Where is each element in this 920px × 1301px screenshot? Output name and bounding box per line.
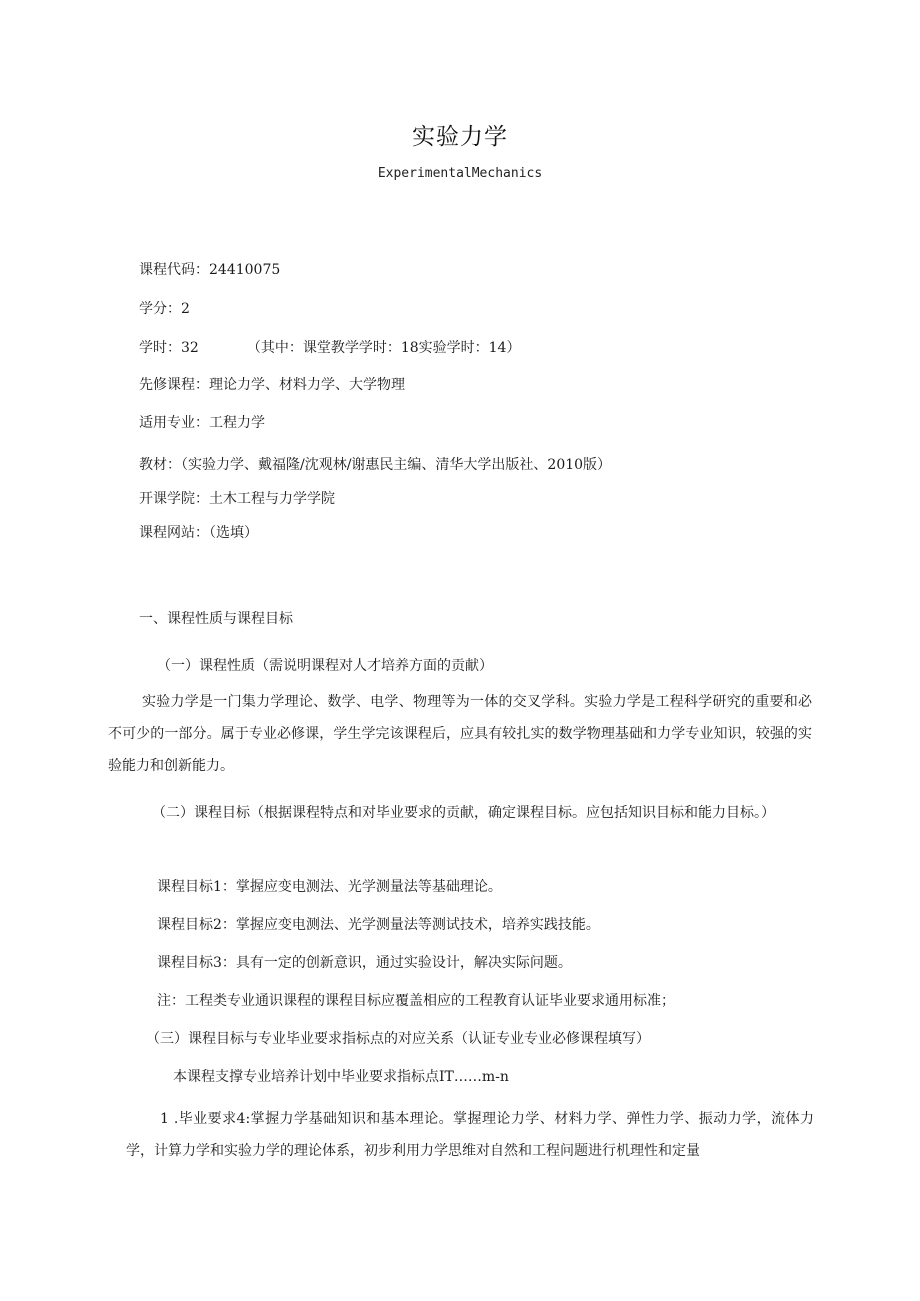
goal-1: 课程目标1：掌握应变电测法、光学测量法等基础理论。 [157, 879, 502, 895]
section-heading: 一、课程性质与课程目标 [139, 611, 293, 627]
course-credits: 学分：2 [139, 301, 190, 317]
nature-heading: （一）课程性质（需说明课程对人才培养方面的贡献） [157, 658, 493, 674]
course-major: 适用专业：工程力学 [139, 415, 265, 431]
mapping-intro: 本课程支撑专业培养计划中毕业要求指标点IT……m-n [173, 1069, 509, 1085]
document-subtitle: ExperimentalMechanics [377, 166, 543, 181]
goal-2: 课程目标2：掌握应变电测法、光学测量法等测试技术，培养实践技能。 [157, 917, 600, 933]
mapping-heading: （三）课程目标与专业毕业要求指标点的对应关系（认证专业专业必修课程填写） [146, 1031, 650, 1047]
nature-paragraph: 实验力学是一门集力学理论、数学、电学、物理等为一体的交叉学科。实验力学是工程科学研究的重要和必不可少的一部分。属于专业必修课，学生学完该课程后，应具有较扎实的数学物理基础和力学专业知识，较强的实验能力和创新能力。 [108, 694, 812, 774]
document-title: 实验力学 [412, 124, 508, 150]
course-textbook: 教材：（实验力学、戴福隆/沈观林/谢惠民主编、清华大学出版社、2010版） [139, 457, 612, 473]
requirement-paragraph: 1 .毕业要求4:掌握力学基础知识和基本理论。掌握理论力学、材料力学、弹性力学、振动力学，流体力学，计算力学和实验力学的理论体系，初步利用力学思维对自然和工程问题进行机理性和定量 [126, 1111, 814, 1159]
goal-note: 注：工程类专业通识课程的课程目标应覆盖相应的工程教育认证毕业要求通用标准； [157, 993, 675, 1009]
course-college: 开课学院：土木工程与力学学院 [139, 491, 335, 507]
course-hours-total: 学时：32 [139, 340, 199, 356]
course-prerequisites: 先修课程：理论力学、材料力学、大学物理 [139, 377, 405, 393]
course-website: 课程网站：（选填） [139, 525, 258, 541]
goal-3: 课程目标3：具有一定的创新意识，通过实验设计，解决实际问题。 [157, 955, 572, 971]
course-hours [139, 338, 520, 358]
course-hours-detail: （其中：课堂教学学时：18实验学时：14） [246, 340, 521, 356]
goals-heading: （二）课程目标（根据课程特点和对毕业要求的贡献，确定课程目标。应包括知识目标和能力目标。） [152, 805, 775, 821]
course-code: 课程代码：24410075 [139, 262, 281, 278]
